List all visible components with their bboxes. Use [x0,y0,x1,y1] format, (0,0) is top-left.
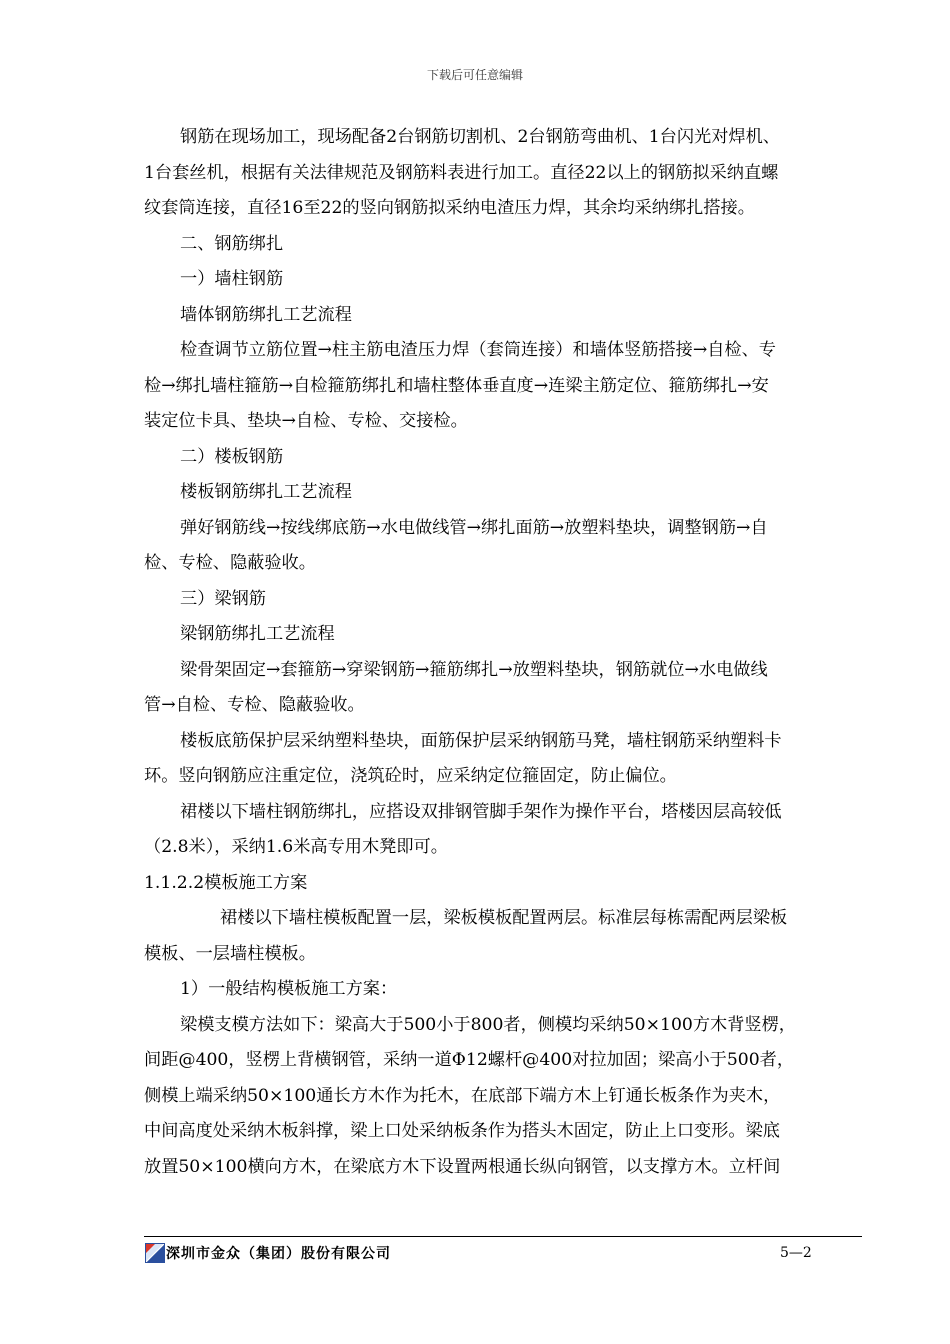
paragraph-line: 间距@400，竖楞上背横钢管，采纳一道Φ12螺杆@400对拉加固；梁高小于500者， [144,1050,795,1070]
document-body [144,120,864,1185]
subsection-heading: 一）墙柱钢筋 [180,269,284,289]
paragraph-line: 裙楼以下墙柱模板配置一层，梁板模板配置两层。标准层每栋需配两层梁板 [220,908,788,928]
paragraph-line: 检、专检、隐蔽验收。 [144,553,316,573]
paragraph-line: 纹套筒连接，直径16至22的竖向钢筋拟采纳电渣压力焊，其余均采纳绑扎搭接。 [144,198,755,218]
paragraph-line: 梁模支模方法如下：梁高大于500小于800者，侧模均采纳50×100方木背竖楞， [180,1014,796,1035]
section-heading: 1.1.2.2模板施工方案 [144,872,308,893]
footer-company-name: 深圳市金众（集团）股份有限公司 [166,1246,391,1262]
process-title: 梁钢筋绑扎工艺流程 [180,624,335,644]
subsection-heading: 三）梁钢筋 [180,588,266,609]
paragraph-line: 弹好钢筋线→按线绑底筋→水电做线管→绑扎面筋→放塑料垫块，调整钢筋→自 [180,517,768,538]
subsection-heading: 1）一般结构模板施工方案： [180,979,398,999]
paragraph-line: 放置50×100横向方木，在梁底方木下设置两根通长纵向钢管，以支撑方木。立杆间 [144,1156,781,1177]
page-number: 5—2 [780,1245,812,1261]
paragraph-line: 装定位卡具、垫块→自检、专检、交接检。 [144,411,468,431]
subsection-heading: 二）楼板钢筋 [180,446,284,467]
paragraph-line: 环。竖向钢筋应注重定位，浇筑砼时，应采纳定位箍固定，防止偏位。 [144,766,677,786]
company-logo-icon [145,1243,165,1263]
paragraph-line: 检查调节立筋位置→柱主筋电渣压力焊（套筒连接）和墙体竖筋搭接→自检、专 [180,340,776,360]
paragraph-line: 中间高度处采纳木板斜撑，梁上口处采纳板条作为搭头木固定，防止上口变形。梁底 [144,1121,780,1141]
paragraph-line: 楼板底筋保护层采纳塑料垫块，面筋保护层采纳钢筋马凳，墙柱钢筋采纳塑料卡 [180,730,782,751]
paragraph-line: （2.8米），采纳1.6米高专用木凳即可。 [144,837,448,857]
paragraph-line: 钢筋在现场加工，现场配备2台钢筋切割机、2台钢筋弯曲机、1台闪光对焊机、 [180,127,780,147]
process-title: 楼板钢筋绑扎工艺流程 [180,482,352,502]
paragraph-line: 梁骨架固定→套箍筋→穿梁钢筋→箍筋绑扎→放塑料垫块，钢筋就位→水电做线 [180,659,768,680]
paragraph-line: 1台套丝机，根据有关法律规范及钢筋料表进行加工。直径22以上的钢筋拟采纳直螺 [144,162,779,183]
section-heading: 二、钢筋绑扎 [180,233,284,254]
footer-divider [144,1236,862,1237]
paragraph-line: 侧模上端采纳50×100通长方木作为托木，在底部下端方木上钉通长板条作为夹木， [144,1085,781,1106]
paragraph-line: 检→绑扎墙柱箍筋→自检箍筋绑扎和墙柱整体垂直度→连梁主筋定位、箍筋绑扎→安 [144,375,769,396]
paragraph-line: 管→自检、专检、隐蔽验收。 [144,695,365,715]
paragraph-line: 裙楼以下墙柱钢筋绑扎，应搭设双排钢管脚手架作为操作平台，塔楼因层高较低 [180,801,782,822]
paragraph-line: 模板、一层墙柱模板。 [144,943,316,964]
header-note: 下载后可任意编辑 [426,68,523,82]
process-title: 墙体钢筋绑扎工艺流程 [180,304,352,325]
